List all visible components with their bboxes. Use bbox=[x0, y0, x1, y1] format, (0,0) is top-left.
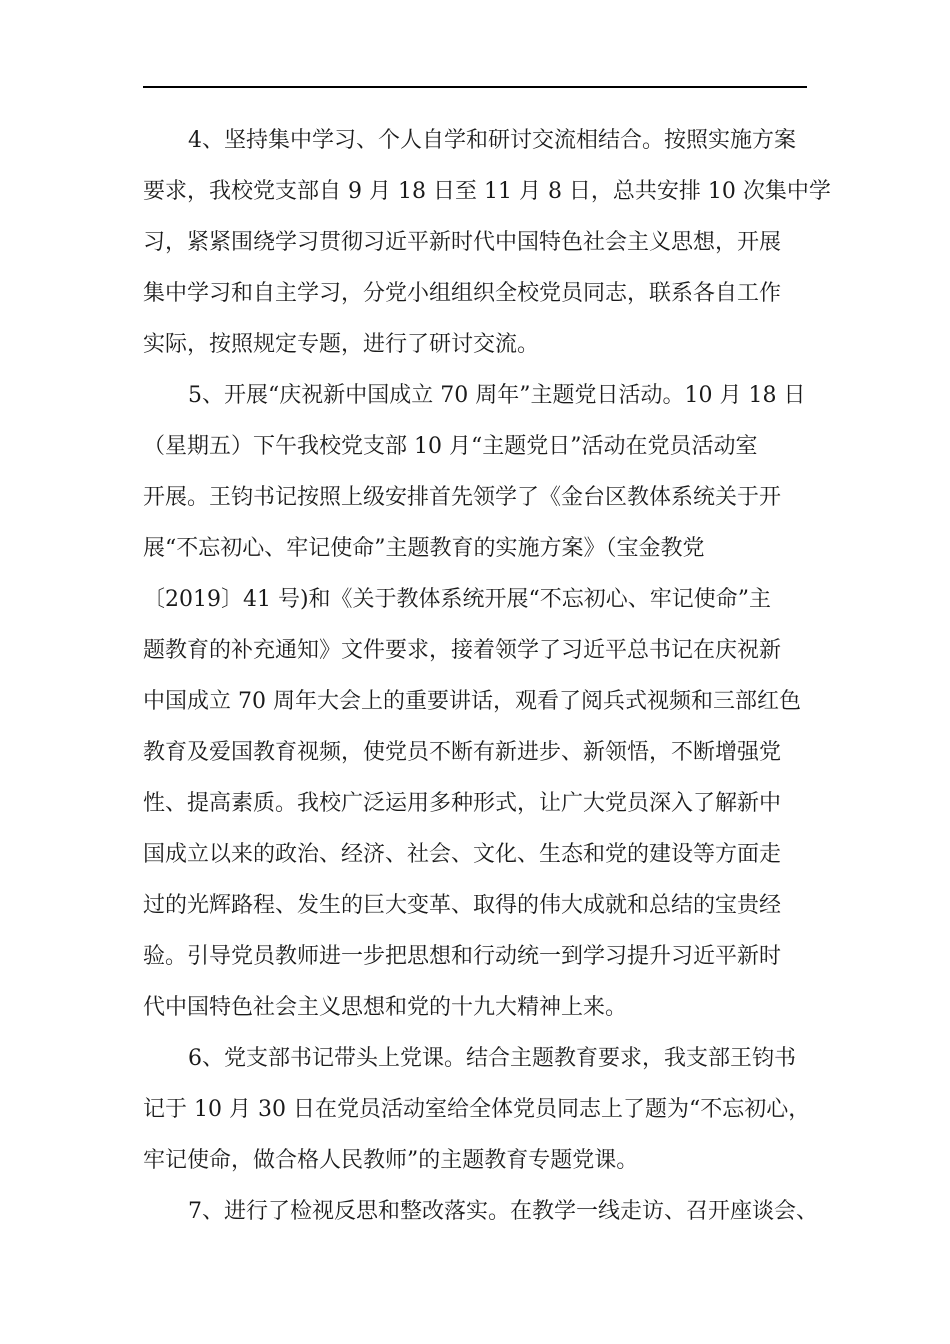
text-line: 国成立以来的政治、经济、社会、文化、生态和党的建设等方面走 bbox=[143, 842, 782, 867]
header-rule bbox=[143, 86, 807, 88]
text-line: 4、坚持集中学习、个人自学和研讨交流相结合。按照实施方案 bbox=[188, 128, 796, 153]
text-line: 展“不忘初心、牢记使命”主题教育的实施方案》（宝金教党 bbox=[143, 536, 705, 561]
text-line: 题教育的补充通知》文件要求，接着领学了习近平总书记在庆祝新 bbox=[143, 638, 782, 663]
text-line: 实际，按照规定专题，进行了研讨交流。 bbox=[143, 332, 540, 357]
text-line: 验。引导党员教师进一步把思想和行动统一到学习提升习近平新时 bbox=[143, 944, 782, 969]
text-line: 牢记使命，做合格人民教师”的主题教育专题党课。 bbox=[143, 1148, 639, 1173]
document-body bbox=[143, 115, 831, 1237]
text-line: （星期五）下午我校党支部 10 月“主题党日”活动在党员活动室 bbox=[143, 434, 758, 459]
paragraph-5 bbox=[143, 370, 823, 1033]
text-line: 6、党支部书记带头上党课。结合主题教育要求，我支部王钧书 bbox=[188, 1046, 796, 1071]
text-line: 记于 10 月 30 日在党员活动室给全体党员同志上了题为“不忘初心， bbox=[143, 1097, 811, 1122]
paragraph-4 bbox=[143, 115, 831, 370]
text-line: 过的光辉路程、发生的巨大变革、取得的伟大成就和总结的宝贵经 bbox=[143, 893, 782, 918]
text-line: 教育及爱国教育视频，使党员不断有新进步、新领悟，不断增强党 bbox=[143, 740, 782, 765]
text-line: 开展。王钧书记按照上级安排首先领学了《金台区教体系统关于开 bbox=[143, 485, 782, 510]
text-line: 中国成立 70 周年大会上的重要讲话，观看了阅兵式视频和三部红色 bbox=[143, 689, 801, 714]
text-line: 〔2019〕41 号)和《关于教体系统开展“不忘初心、牢记使命”主 bbox=[143, 587, 772, 612]
text-line: 习，紧紧围绕学习贯彻习近平新时代中国特色社会主义思想，开展 bbox=[143, 230, 782, 255]
text-line: 5、开展“庆祝新中国成立 70 周年”主题党日活动。10 月 18 日 bbox=[188, 383, 806, 408]
text-line: 要求，我校党支部自 9 月 18 日至 11 月 8 日，总共安排 10 次集中学 bbox=[143, 179, 831, 204]
paragraph-6 bbox=[143, 1033, 823, 1186]
paragraph-7 bbox=[143, 1186, 823, 1237]
text-line: 性、提高素质。我校广泛运用多种形式，让广大党员深入了解新中 bbox=[143, 791, 782, 816]
text-line: 7、进行了检视反思和整改落实。在教学一线走访、召开座谈会、 bbox=[188, 1199, 818, 1224]
text-line: 集中学习和自主学习，分党小组组织全校党员同志，联系各自工作 bbox=[143, 281, 782, 306]
text-line: 代中国特色社会主义思想和党的十九大精神上来。 bbox=[143, 995, 628, 1020]
